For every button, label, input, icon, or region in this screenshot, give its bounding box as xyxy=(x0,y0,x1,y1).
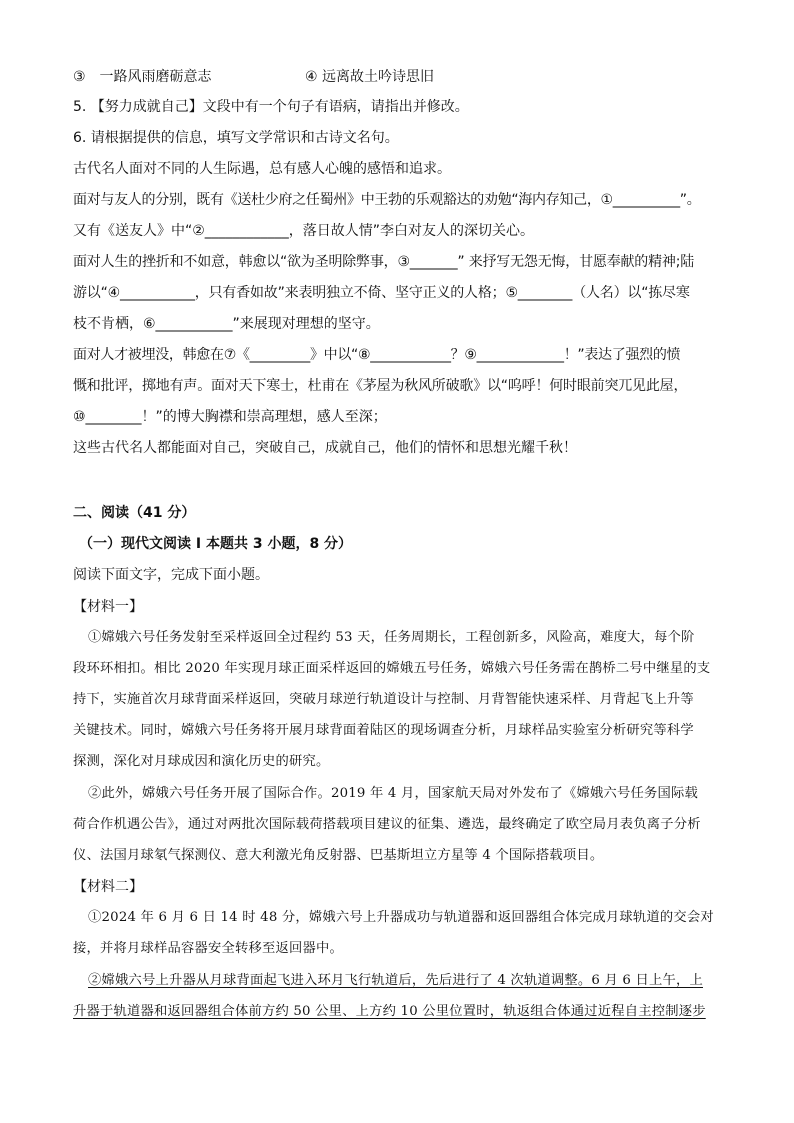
material-2-heading: 【材料二】 xyxy=(73,879,143,895)
question-6: 6. 请根据提供的信息，填写文学常识和古诗文名句。 xyxy=(73,130,399,146)
material-2-underlined-line: ②嫦娥六号上升器从月球背面起飞进入环月飞行轨道后，先后进行了 4 次轨道调整。6 月 6 日上午，上 xyxy=(88,973,703,988)
passage-line: 游以“④___________，只有香如故”来表明独立不倚、坚守正义的人格；⑤________（人名）以“拣尽寒 xyxy=(73,285,690,301)
passage-line: 枝不肯栖，⑥___________”来展现对理想的坚守。 xyxy=(73,316,380,332)
passage-line: 又有《送友人》中“②____________，落日故人情”李白对友人的深切关心。 xyxy=(73,223,535,239)
passage-line: 这些古代名人都能面对自己，突破自己，成就自己，他们的情怀和思想光耀千秋！ xyxy=(73,440,577,456)
material-1-heading: 【材料一】 xyxy=(73,599,143,615)
option-4: ④ 远离故土吟诗思旧 xyxy=(305,69,435,85)
passage-line: 面对人生的挫折和不如意，韩愈以“欲为圣明除弊事，③_______” 来抒写无怨无悔，甘愿奉献的精神;陆 xyxy=(73,254,695,270)
option-3: ③ 一路风雨磨砺意志 xyxy=(73,69,212,85)
material-1-line: 持下，实施首次月球背面采样返回，突破月球逆行轨道设计与控制、月背智能快速采样、月背起飞上升等 xyxy=(73,692,694,707)
passage-line: 面对人才被埋没，韩愈在⑦《_________》中以“⑧____________？⑨_____________！”表达了强烈的愤 xyxy=(73,347,681,363)
reading-instruction: 阅读下面文字，完成下面小题。 xyxy=(73,567,269,583)
material-2-underlined-line: 升器于轨道器和返回器组合体前方约 50 公里、上方约 10 公里位置时，轨返组合体通过近程自主控制逐步 xyxy=(73,1004,706,1019)
material-1-line: 仪、法国月球氡气探测仪、意大利激光角反射器、巴基斯坦立方星等 4 个国际搭载项目。 xyxy=(73,848,604,863)
passage-line: 古代名人面对不同的人生际遇，总有感人心魄的感悟和追求。 xyxy=(73,161,451,177)
material-1-line: 荷合作机遇公告》，通过对两批次国际载荷搭载项目建议的征集、遴选，最终确定了欧空局月表负离子分析 xyxy=(73,817,701,832)
material-1-line: 段环环相扣。相比 2020 年实现月球正面采样返回的嫦娥五号任务，嫦娥六号任务需在鹊桥二号中继星的支 xyxy=(73,661,711,676)
passage-line: 慨和批评，掷地有声。面对天下寒士，杜甫在《茅屋为秋风所破歌》以“呜呼！何时眼前突兀见此屋， xyxy=(73,378,688,394)
material-2-line: ①2024 年 6 月 6 日 14 时 48 分，嫦娥六号上升器成功与轨道器和返回器组合体完成月球轨道的交会对 xyxy=(88,910,714,925)
material-1-line: ②此外，嫦娥六号任务开展了国际合作。2019 年 4 月，国家航天局对外发布了《嫦娥六号任务国际载 xyxy=(88,786,698,801)
passage-line: ⑩________！”的博大胸襟和崇高理想，感人至深； xyxy=(73,409,387,425)
material-1-line: 关键技术。同时，嫦娥六号任务将开展月球背面着陆区的现场调查分析，月球样品实验室分析研究等科学 xyxy=(73,723,694,738)
material-1-line: 探测，深化对月球成因和演化历史的研究。 xyxy=(73,754,330,769)
section-subtitle: （一）现代文阅读 I 本题共 3 小题，8 分） xyxy=(79,536,353,552)
material-2-line: 接，并将月球样品容器安全转移至返回器中。 xyxy=(73,941,343,956)
passage-line: 面对与友人的分别，既有《送杜少府之任蜀州》中王勃的乐观豁达的劝勉“海内存知己，①__________”。 xyxy=(73,192,701,208)
material-1-line: ①嫦娥六号任务发射至采样返回全过程约 53 天，任务周期长，工程创新多，风险高，难度大，每个阶 xyxy=(88,630,695,645)
question-5: 5. 【努力成就自己】文段中有一个句子有语病，请指出并修改。 xyxy=(73,99,469,115)
section-title: 二、阅读（41 分） xyxy=(73,505,196,521)
